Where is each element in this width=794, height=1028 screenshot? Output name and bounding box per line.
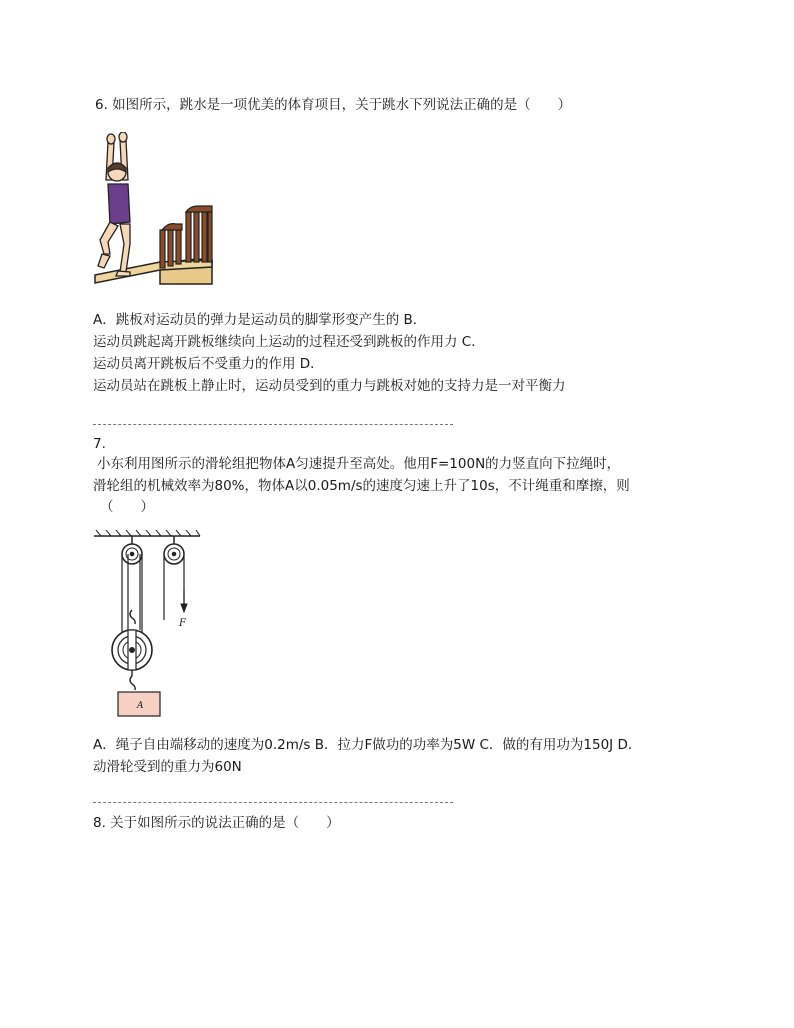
- diving-figure: [90, 132, 220, 292]
- movable-pulley: [112, 630, 152, 670]
- q6-option-line-3: 运动员离开跳板后不受重力的作用 D．: [93, 356, 324, 372]
- q7-stem-line-2: 滑轮组的机械效率为80%，物体A以0.05m/s的速度匀速上升了10s，不计绳重和摩擦，则: [93, 478, 630, 494]
- q7-stem-line-3: （ ）: [100, 499, 154, 515]
- fixed-pulley-right: [164, 536, 184, 564]
- q6-option-line-4: 运动员站在跳板上静止时，运动员受到的重力与跳板对她的支持力是一对平衡力: [93, 378, 566, 394]
- upper-hook: [130, 610, 135, 624]
- force-label: F: [179, 618, 186, 629]
- separator-1: [93, 424, 453, 425]
- q8-stem: 8. 关于如图所示的说法正确的是（ ）: [93, 815, 340, 831]
- ceiling: [94, 530, 200, 536]
- q6-stem: 6. 如图所示，跳水是一项优美的体育项目，关于跳水下列说法正确的是（ ）: [95, 97, 572, 113]
- q7-stem-line-1: 小东利用图所示的滑轮组把物体A匀速提升至高处。他用F=100N的力竖直向下拉绳时，: [97, 456, 621, 472]
- q7-number: 7.: [93, 436, 106, 452]
- q7-option-line-2: 动滑轮受到的重力为60N: [93, 759, 242, 775]
- force-arrow: [181, 590, 187, 612]
- athlete: [98, 132, 130, 276]
- q7-option-line-1: A．绳子自由端移动的速度为0.2m/s B．拉力F做功的功率为5W C．做的有用功为150J D．: [93, 737, 642, 753]
- q6-option-line-2: 运动员跳起离开跳板继续向上运动的过程还受到跳板的作用力 C．: [93, 334, 485, 350]
- lower-hook: [130, 670, 135, 690]
- separator-2: [93, 802, 453, 803]
- fixed-pulley-left: [122, 536, 142, 564]
- block-label: A: [137, 701, 144, 711]
- railing: [160, 206, 212, 268]
- q6-option-line-1: A．跳板对运动员的弹力是运动员的脚掌形变产生的 B．: [93, 312, 427, 328]
- pulley-figure: [92, 530, 212, 720]
